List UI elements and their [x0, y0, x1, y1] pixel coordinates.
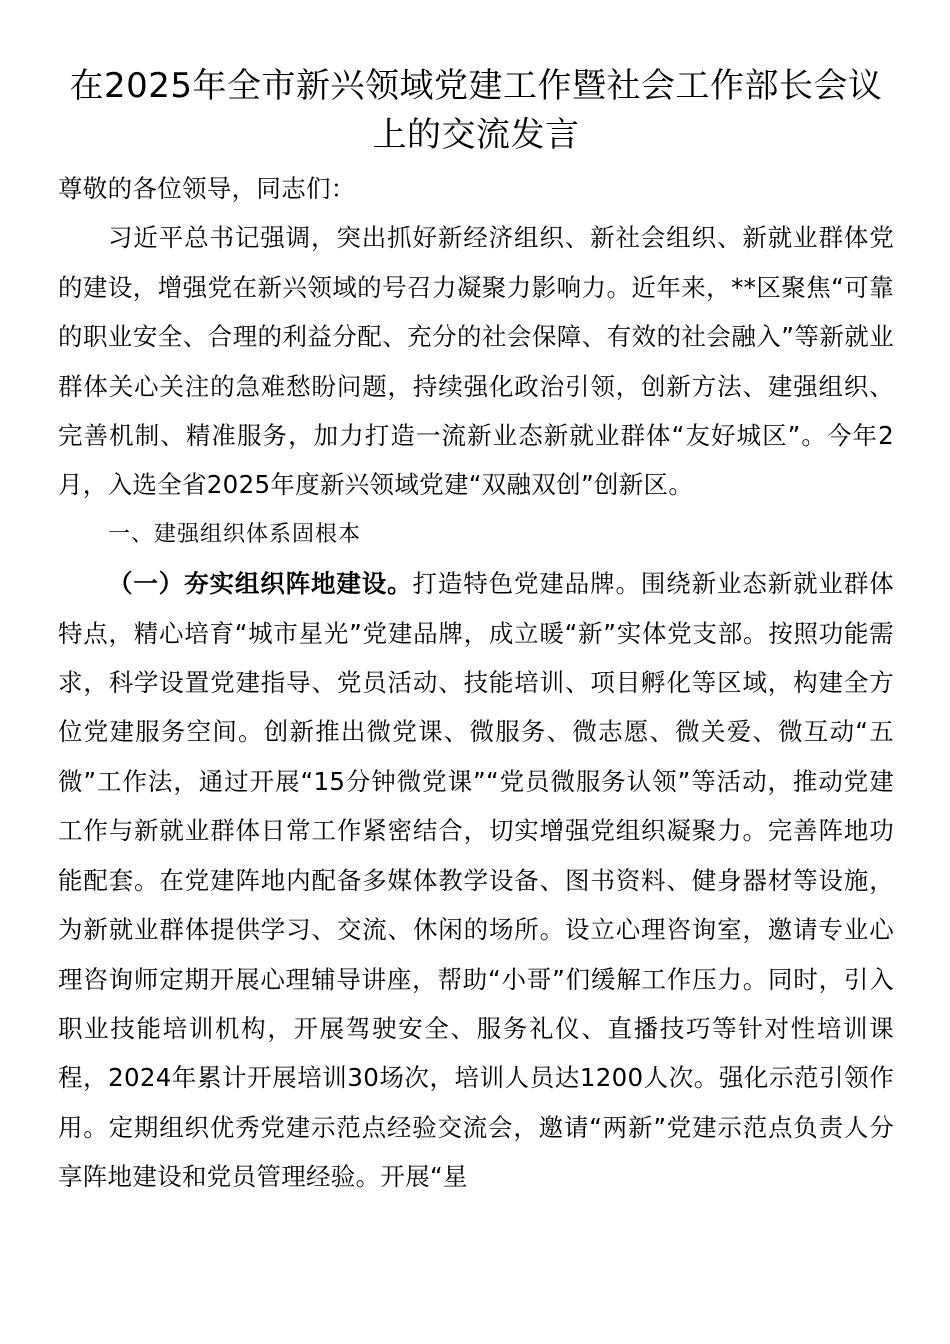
subsection-paragraph: [58, 559, 894, 1201]
document-page: [58, 62, 894, 1202]
salutation: 尊敬的各位领导，同志们：: [58, 174, 356, 203]
subsection-title: （一）夯实组织阵地建设。: [108, 569, 413, 599]
subsection-body: 打造特色党建品牌。围绕新业态新就业群体特点，精心培育“城市星光”党建品牌，成立暖“新”实体党支部。按照功能需求，科学设置党建指导、党员活动、技能培训、项目孵化等区域，构建全方位党建服务空间。创新推出微党课、微服务、微志愿、微关爱、微互动“五微”工作法，通过开展“15分钟微党课”“党员微服务认领”等活动，推动党建工作与新就业群体日常工作紧密结合，切实增强党组织凝聚力。完善阵地功能配套。在党建阵地内配备多媒体教学设备、图书资料、健身器材等设施，为新就业群体提供学习、交流、休闲的场所。设立心理咨询室，邀请专业心理咨询师定期开展心理辅导讲座，帮助“小哥”们缓解工作压力。同时，引入职业技能培训机构，开展驾驶安全、服务礼仪、直播技巧等针对性培训课程，2024年累计开展培训30场次，培训人员达1200人次。强化示范引领作用。定期组织优秀党建示范点经验交流会，邀请“两新”党建示范点负责人分享阵地建设和党员管理经验。开展“星: [58, 569, 894, 1192]
document-title: 在2025年全市新兴领域党建工作暨社会工作部长会议上的交流发言: [69, 66, 883, 155]
section-heading: 一、建强组织体系固根本: [108, 521, 362, 547]
intro-paragraph: 习近平总书记强调，突出抓好新经济组织、新社会组织、新就业群体党的建设，增强党在新兴领域的号召力凝聚力影响力。近年来，**区聚焦“可靠的职业安全、合理的利益分配、充分的社会保障、有效的社会融入”等新就业群体关心关注的急难愁盼问题，持续强化政治引领，创新方法、建强组织、完善机制、精准服务，加力打造一流新业态新就业群体“友好城区”。今年2月，入选全省2025年度新兴领域党建“双融双创”创新区。: [58, 223, 894, 500]
